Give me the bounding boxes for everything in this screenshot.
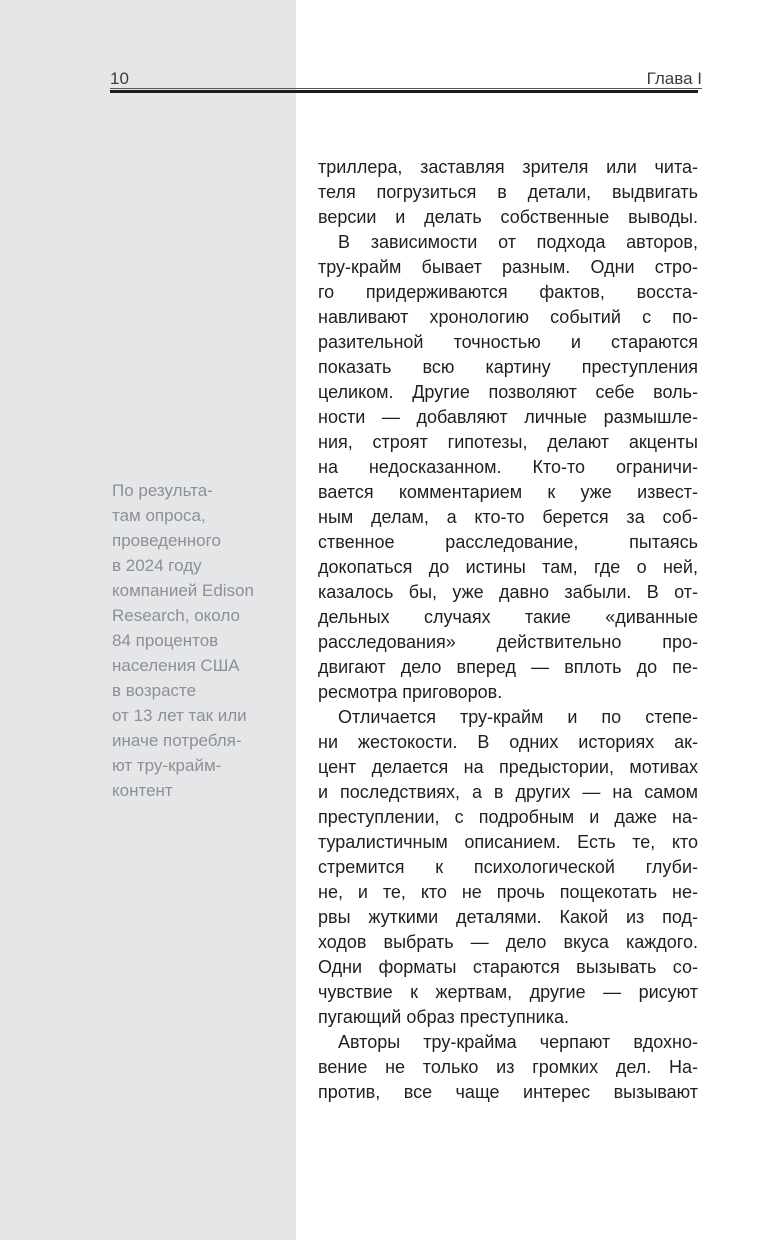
note-line: контент [112, 781, 173, 800]
text-line: докопаться до истины там, где о ней, [318, 557, 698, 577]
text-line: навливают хронологию событий с по- [318, 307, 698, 327]
text-line: вение не только из громких дел. На- [318, 1057, 698, 1077]
paragraph [318, 705, 698, 1030]
text-line: не, и те, кто не прочь пощекотать не- [318, 882, 698, 902]
text-line: Одни форматы стараются вызывать со- [318, 957, 698, 977]
text-line: ния, строят гипотезы, делают акценты [318, 432, 698, 452]
text-line: двигают дело вперед — вплоть до пе- [318, 657, 698, 677]
text-line: пугающий образ преступника. [318, 1007, 569, 1027]
text-line: теля погрузиться в детали, выдвигать [318, 182, 698, 202]
text-line: туралистичным описанием. Есть те, кто [318, 832, 698, 852]
paragraph [318, 155, 698, 230]
text-line: показать всю картину преступления [318, 357, 698, 377]
text-line: расследования» действительно про- [318, 632, 698, 652]
text-line: чувствие к жертвам, другие — рисуют [318, 982, 698, 1002]
text-line: преступлении, с подробным и даже на- [318, 807, 698, 827]
text-line: вается комментарием к уже извест- [318, 482, 698, 502]
text-line: Отличается тру-крайм и по степе- [338, 707, 698, 727]
header-rule-thick [110, 90, 698, 93]
page-number: 10 [110, 69, 129, 88]
text-line: стремится к психологической глуби- [318, 857, 698, 877]
chapter-title: Глава I [646, 69, 702, 88]
body-text [318, 155, 698, 1105]
text-line: целиком. Другие позволяют себе воль- [318, 382, 698, 402]
note-line: По результа- [112, 481, 213, 500]
text-line: версии и делать собственные выводы. [318, 207, 698, 227]
note-line: ют тру-крайм- [112, 756, 222, 775]
note-line: там опроса, [112, 506, 206, 525]
text-line: Авторы тру-крайма черпают вдохно- [338, 1032, 698, 1052]
text-line: на недосказанном. Кто-то ограничи- [318, 457, 698, 477]
text-line: ресмотра приговоров. [318, 682, 503, 702]
note-line: от 13 лет так или [112, 706, 247, 725]
text-line: казалось бы, уже давно забыли. В от- [318, 582, 698, 602]
text-line: против, все чаще интерес вызывают [318, 1082, 698, 1102]
margin-note [112, 478, 284, 803]
text-line: тру-крайм бывает разным. Одни стро- [318, 257, 698, 277]
text-line: дельных случаях такие «диванные [318, 607, 698, 627]
text-line: разительной точностью и стараются [318, 332, 698, 352]
note-line: в 2024 году [112, 556, 202, 575]
text-line: В зависимости от подхода авторов, [338, 232, 698, 252]
paragraph [318, 1030, 698, 1105]
text-line: рвы жуткими деталями. Какой из под- [318, 907, 698, 927]
text-line: триллера, заставляя зрителя или чита- [318, 157, 698, 177]
text-line: ным делам, а кто-то берется за соб- [318, 507, 698, 527]
header-rule-thin [110, 88, 702, 89]
note-line: иначе потребля- [112, 731, 242, 750]
note-line: населения США [112, 656, 240, 675]
paragraph [318, 230, 698, 705]
text-line: цент делается на предыстории, мотивах [318, 757, 698, 777]
text-line: ни жестокости. В одних историях ак- [318, 732, 698, 752]
text-line: го придерживаются фактов, восста- [318, 282, 698, 302]
text-line: ности — добавляют личные размышле- [318, 407, 698, 427]
running-header [110, 70, 702, 88]
note-line: компанией Edison [112, 581, 254, 600]
note-line: Research, около [112, 606, 240, 625]
note-line: 84 процентов [112, 631, 219, 650]
text-line: ственное расследование, пытаясь [318, 532, 698, 552]
note-line: в возрасте [112, 681, 197, 700]
text-line: и последствиях, а в других — на самом [318, 782, 698, 802]
text-line: ходов выбрать — дело вкуса каждого. [318, 932, 698, 952]
note-line: проведенного [112, 531, 221, 550]
